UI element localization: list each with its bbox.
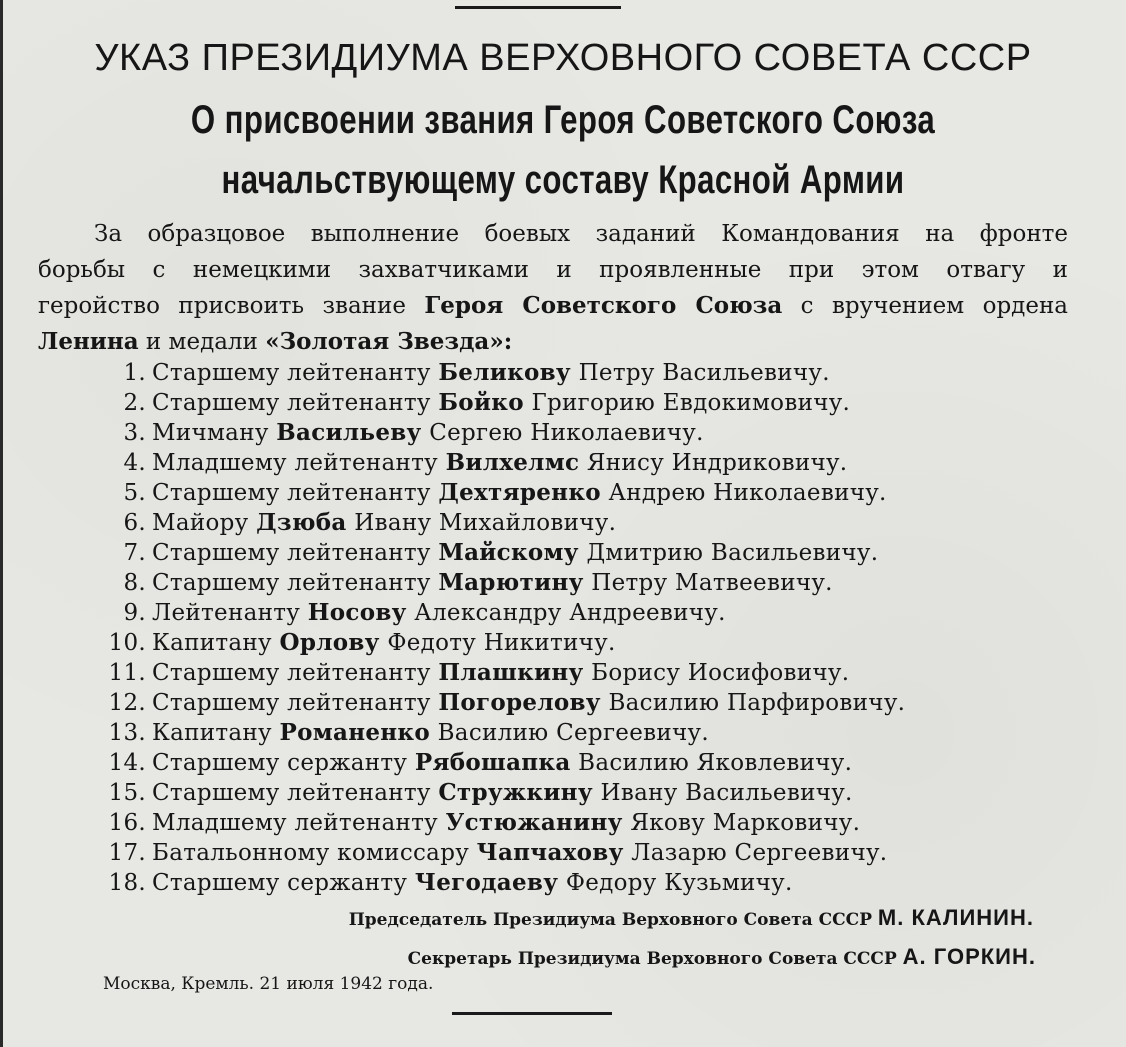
awardee-surname: Устюжанину	[445, 809, 623, 836]
awardee-number: 11.	[108, 660, 146, 686]
awardee-rank: Младшему лейтенанту	[152, 450, 438, 476]
awardee-given-name: Лазарю Сергеевичу.	[631, 840, 888, 866]
awardee-given-name: Борису Иосифовичу.	[591, 660, 850, 686]
awardee-item	[96, 628, 905, 658]
awardee-number: 10.	[108, 630, 146, 656]
awardee-surname: Дзюба	[256, 509, 347, 536]
awardee-rank: Старшему лейтенанту	[152, 660, 431, 686]
awardee-given-name: Василию Яковлевичу.	[578, 750, 853, 776]
awardee-surname: Марютину	[438, 569, 584, 596]
decree-preamble	[38, 216, 1068, 360]
awardee-number: 8.	[123, 570, 146, 596]
awardee-rank: Мичману	[152, 420, 269, 446]
awardee-item	[96, 598, 905, 628]
awardee-rank: Капитану	[152, 720, 272, 746]
awardee-given-name: Федоту Никитичу.	[387, 630, 616, 656]
preamble-medal-name: «Золотая Звезда»:	[265, 328, 513, 355]
awardee-rank: Батальонному комиссару	[152, 840, 470, 866]
awardee-given-name: Федору Кузьмичу.	[565, 870, 793, 896]
awardee-surname: Чегодаеву	[414, 869, 559, 896]
awardee-item	[96, 808, 905, 838]
awardee-number: 9.	[123, 600, 146, 626]
awardee-rank: Старшему лейтенанту	[152, 360, 431, 386]
preamble-text: и медали	[138, 329, 266, 355]
preamble-line-4	[38, 324, 1068, 360]
awardee-number: 5.	[123, 480, 146, 506]
preamble-line-2: борьбы с немецкими захватчиками и проявленные при этом отвагу и	[38, 257, 1068, 283]
awardee-item	[96, 478, 905, 508]
awardee-given-name: Александру Андреевичу.	[414, 600, 726, 626]
awardee-rank: Старшему лейтенанту	[152, 780, 431, 806]
awardee-rank: Старшему сержанту	[152, 870, 408, 896]
awardee-number: 18.	[108, 870, 146, 896]
awardee-item	[96, 508, 905, 538]
awardee-item	[96, 688, 905, 718]
preamble-order-name: Ленина	[38, 328, 139, 355]
chairman-title: Председатель Президиума Верховного Совета СССР	[348, 910, 872, 930]
awardee-given-name: Янису Индриковичу.	[586, 450, 848, 476]
awardee-surname: Вилхелмс	[445, 449, 580, 476]
awardee-item	[96, 748, 905, 778]
awardee-item	[96, 358, 905, 388]
awardee-item	[96, 658, 905, 688]
awardee-number: 12.	[108, 690, 146, 716]
awardee-given-name: Якову Марковичу.	[630, 810, 861, 836]
awardee-given-name: Андрею Николаевичу.	[608, 480, 887, 506]
awardee-rank: Старшему лейтенанту	[152, 540, 431, 566]
column-rule	[0, 0, 3, 1047]
awardee-rank: Лейтенанту	[152, 600, 301, 626]
secretary-title: Секретарь Президиума Верховного Совета СССР	[407, 949, 897, 969]
awardee-rank: Старшему лейтенанту	[152, 570, 431, 596]
decree-heading-line-1: О присвоении звания Героя Советского Союза	[190, 98, 936, 142]
decree-title: УКАЗ ПРЕЗИДИУМА ВЕРХОВНОГО СОВЕТА СССР	[94, 37, 1032, 79]
awardee-given-name: Ивану Михайловичу.	[354, 510, 617, 536]
awardee-rank: Старшему лейтенанту	[152, 390, 431, 416]
bottom-separator-rule	[452, 1012, 612, 1015]
awardee-surname: Дехтяренко	[438, 479, 601, 506]
awardee-number: 14.	[108, 750, 146, 776]
awardee-surname: Плашкину	[438, 659, 584, 686]
awardee-rank: Майору	[152, 510, 249, 536]
secretary-name: А. ГОРКИН.	[902, 944, 1036, 969]
awardee-rank: Старшему лейтенанту	[152, 480, 431, 506]
awardee-item	[96, 388, 905, 418]
awardee-item	[96, 718, 905, 748]
awardee-number: 4.	[123, 450, 146, 476]
chairman-signature	[349, 906, 1034, 932]
awardee-surname: Бойко	[438, 389, 524, 416]
awardee-surname: Васильеву	[276, 419, 422, 446]
awardee-rank: Старшему лейтенанту	[152, 690, 431, 716]
awardee-rank: Капитану	[152, 630, 272, 656]
preamble-line-1: За образцовое выполнение боевых заданий Командования на фронте	[94, 221, 1068, 247]
awardee-surname: Стружкину	[438, 779, 593, 806]
decree-heading-line-2: начальствующему составу Красной Армии	[221, 158, 905, 202]
awardee-given-name: Петру Васильевичу.	[578, 360, 830, 386]
awardee-surname: Беликову	[438, 359, 571, 386]
preamble-text: геройство присвоить звание	[38, 293, 425, 319]
awardee-number: 15.	[108, 780, 146, 806]
awardee-item	[96, 418, 905, 448]
awardee-given-name: Василию Сергеевичу.	[437, 720, 709, 746]
preamble-title-award: Героя Советского Союза	[424, 292, 783, 319]
awardee-item	[96, 448, 905, 478]
awardee-surname: Погорелову	[438, 689, 601, 716]
preamble-text: с вручением ордена	[782, 293, 1068, 319]
awardee-given-name: Сергею Николаевичу.	[429, 420, 704, 446]
top-separator-rule	[455, 6, 621, 9]
awardee-given-name: Петру Матвеевичу.	[591, 570, 833, 596]
awardee-item	[96, 538, 905, 568]
awardee-surname: Носову	[307, 599, 407, 626]
awardee-surname: Майскому	[438, 539, 579, 566]
awardee-item	[96, 778, 905, 808]
awardee-number: 3.	[123, 420, 146, 446]
awardee-surname: Чапчахову	[476, 839, 624, 866]
awardee-given-name: Ивану Васильевичу.	[600, 780, 853, 806]
awardee-number: 2.	[123, 390, 146, 416]
awardee-given-name: Григорию Евдокимовичу.	[531, 390, 851, 416]
awardee-list	[96, 358, 905, 898]
awardee-number: 17.	[108, 840, 146, 866]
awardee-given-name: Василию Парфировичу.	[608, 690, 906, 716]
awardee-rank: Старшему сержанту	[152, 750, 408, 776]
awardee-rank: Младшему лейтенанту	[152, 810, 438, 836]
awardee-item	[96, 868, 905, 898]
awardee-surname: Рябошапка	[414, 749, 571, 776]
place-and-date: Москва, Кремль. 21 июля 1942 года.	[103, 974, 434, 994]
awardee-number: 6.	[123, 510, 146, 536]
awardee-number: 7.	[123, 540, 146, 566]
awardee-item	[96, 568, 905, 598]
preamble-line-3	[38, 288, 1068, 324]
awardee-number: 16.	[108, 810, 146, 836]
chairman-name: М. КАЛИНИН.	[877, 905, 1034, 930]
awardee-item	[96, 838, 905, 868]
awardee-number: 13.	[108, 720, 146, 746]
awardee-surname: Романенко	[279, 719, 430, 746]
secretary-signature	[408, 945, 1036, 971]
awardee-number: 1.	[123, 360, 146, 386]
awardee-given-name: Дмитрию Васильевичу.	[586, 540, 879, 566]
awardee-surname: Орлову	[279, 629, 380, 656]
